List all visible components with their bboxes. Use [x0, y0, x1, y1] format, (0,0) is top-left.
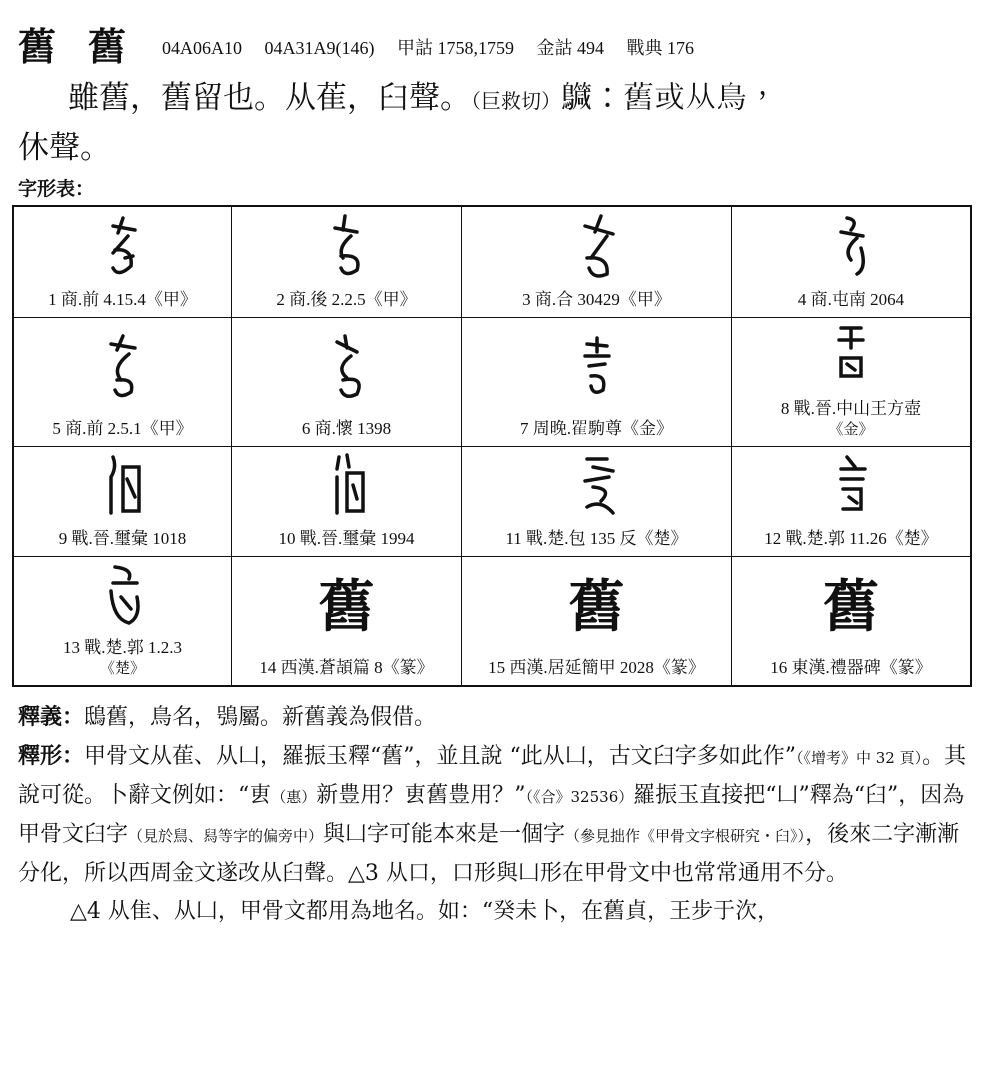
form-cell — [14, 557, 232, 685]
seal-form-character: 舊 — [18, 24, 59, 69]
code-item: 04A06A10 — [162, 38, 243, 58]
ancient-glyph-drawing — [307, 447, 387, 527]
form-caption: 3 商.合 30429《甲》 — [522, 289, 671, 309]
glyph-image — [462, 318, 731, 418]
citation: （參見拙作《甲骨文字根研究・臼》） — [565, 827, 806, 845]
ancient-glyph-drawing — [557, 208, 637, 288]
form-cell — [732, 447, 970, 558]
form-text: 羅振玉直接把“凵”釋為“臼”，因為甲骨文臼字 — [18, 783, 965, 847]
form-cell — [232, 318, 462, 447]
seal-script-glyph: 舊 — [568, 574, 625, 640]
glyph-image — [14, 318, 231, 418]
form-cell — [14, 447, 232, 558]
glyph-form-table — [12, 205, 972, 687]
form-paragraph — [18, 737, 973, 893]
meaning-text: 鴟舊，鳥名，鴞屬。新舊義為假借。 — [84, 705, 437, 730]
ancient-glyph-drawing — [83, 557, 163, 637]
form-cell — [732, 318, 970, 447]
glyph-image — [232, 318, 461, 418]
gloss: （惠） — [271, 788, 317, 806]
variant-seal-char: 𪇳 — [561, 80, 592, 116]
reference-codes — [162, 34, 712, 60]
form-caption: 4 商.屯南 2064 — [797, 289, 905, 309]
definition-text: ：舊或从鳥， — [592, 80, 778, 116]
form-cell — [14, 318, 232, 447]
form-caption: 6 商.懷 1398 — [301, 418, 392, 438]
code-item: 甲詁 1758,1759 — [397, 38, 515, 58]
form-caption: 14 西漢.蒼頡篇 8《篆》 — [259, 658, 434, 677]
citation: （見於舃、舄等字的偏旁中） — [128, 827, 324, 845]
form-caption: 1 商.前 4.15.4《甲》 — [48, 289, 197, 309]
ancient-glyph-drawing — [811, 318, 891, 398]
glyph-image — [14, 207, 231, 289]
form-cell — [232, 447, 462, 558]
glyph-image — [732, 447, 970, 529]
glyph-image — [462, 207, 731, 289]
glyph-image — [732, 207, 970, 289]
form-caption: 11 戰.楚.包 135 反《楚》 — [505, 529, 688, 548]
glyph-image — [232, 207, 461, 289]
form-caption: 13 戰.楚.郭 1.2.3 — [63, 638, 182, 657]
form-cell — [232, 207, 462, 318]
citation: （《合》32536） — [525, 788, 634, 806]
ancient-glyph-drawing — [307, 328, 387, 408]
form-caption: 7 周晚.𨾴駒尊《金》 — [520, 418, 673, 438]
ancient-glyph-drawing — [811, 447, 891, 527]
definition-text: 雖舊，舊留也。从萑，臼聲。 — [68, 80, 471, 116]
ancient-glyph-drawing — [83, 328, 163, 408]
glyph-image — [462, 557, 731, 657]
form-cell — [462, 318, 732, 447]
glyph-image — [232, 557, 461, 657]
code-item: 金詁 494 — [536, 38, 605, 58]
form-caption-source: 《楚》 — [99, 661, 145, 677]
form-text: 與凵字可能本來是一個字 — [323, 822, 566, 847]
form-cell — [462, 207, 732, 318]
form-text: 甲骨文从萑、从凵，羅振玉釋“舊”，並且說 “此从凵，古文臼字多如此作” — [84, 744, 796, 769]
definition-continued: 休聲。 — [18, 130, 111, 166]
ancient-glyph-drawing — [83, 447, 163, 527]
form-caption: 16 東漢.禮器碑《篆》 — [770, 658, 932, 677]
glyph-image — [14, 447, 231, 529]
form-label: 釋形： — [18, 743, 85, 769]
ancient-glyph-drawing — [811, 208, 891, 288]
form-caption: 15 西漢.居延簡甲 2028《篆》 — [488, 658, 705, 677]
commentary — [18, 698, 973, 931]
shuowen-definition — [68, 76, 778, 123]
seal-script-glyph: 舊 — [823, 574, 879, 640]
example-paragraph: △4 从隹、从凵，甲骨文都用為地名。如：“癸未卜，在舊貞，王步于㳄， — [70, 899, 780, 924]
glyph-image — [232, 447, 461, 529]
ancient-glyph-drawing — [307, 208, 387, 288]
form-text: 。其說可從。卜辭文例如：“叀 — [18, 744, 967, 808]
ancient-glyph-drawing — [557, 328, 637, 408]
form-caption: 12 戰.楚.郭 11.26《楚》 — [764, 529, 938, 548]
ancient-glyph-drawing — [557, 447, 637, 527]
fanqie-note: （巨救切） — [471, 89, 561, 113]
form-caption: 2 商.後 2.2.5《甲》 — [276, 289, 417, 309]
form-cell — [732, 557, 970, 685]
meaning-paragraph — [18, 698, 973, 737]
form-text: 新豊用？叀舊豊用？” — [316, 783, 526, 808]
form-caption: 10 戰.晉.璽彙 1994 — [278, 529, 415, 548]
citation: （《增考》中 32 頁） — [796, 749, 923, 767]
form-cell — [232, 557, 462, 685]
headword-character: 舊 — [88, 24, 129, 69]
meaning-label: 釋義： — [18, 704, 85, 730]
form-cell — [462, 447, 732, 558]
glyph-image — [732, 557, 970, 657]
form-caption: 8 戰.晉.中山王方壺 — [780, 398, 922, 418]
form-caption: 5 商.前 2.5.1《甲》 — [52, 418, 193, 438]
glyph-image — [732, 318, 970, 398]
form-table-title: 字形表： — [18, 178, 95, 200]
form-caption-source: 《金》 — [828, 421, 874, 438]
ancient-glyph-drawing — [83, 208, 163, 288]
glyph-image — [14, 557, 231, 637]
form-caption: 9 戰.晉.璽彙 1018 — [58, 529, 187, 548]
form-cell — [462, 557, 732, 685]
entry-header — [18, 22, 712, 72]
form-cell — [14, 207, 232, 318]
seal-script-glyph: 舊 — [318, 574, 375, 640]
code-item: 04A31A9(146) — [264, 38, 375, 58]
form-text: ，後來二字漸漸分化，所以西周金文遂改从臼聲。△3 从口，口形與凵形在甲骨文中也常常通用不分。 — [18, 822, 960, 886]
form-cell — [732, 207, 970, 318]
glyph-image — [462, 447, 731, 529]
code-item: 戰典 176 — [626, 38, 695, 58]
